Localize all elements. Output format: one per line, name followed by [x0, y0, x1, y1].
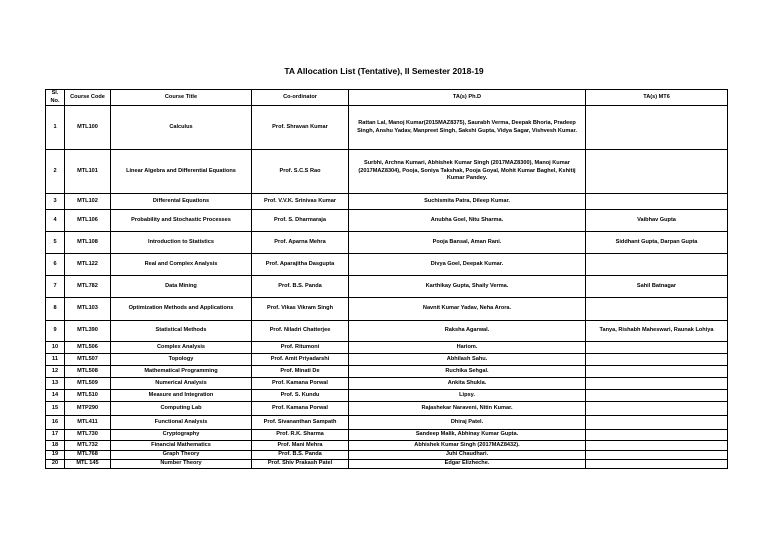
cell-course-code: MTL510 [65, 390, 111, 402]
cell-ta-phd: Rajashekar Naraveni, Nitin Kumar. [349, 402, 586, 416]
cell-sl-no: 9 [46, 321, 65, 342]
table-row [46, 298, 728, 321]
cell-course-code: MTL103 [65, 298, 111, 321]
cell-ta-mt6 [586, 378, 728, 390]
cell-sl-no: 15 [46, 402, 65, 416]
cell-course-title: Mathematical Programming [111, 366, 252, 378]
cell-sl-no: 2 [46, 150, 65, 194]
cell-sl-no: 8 [46, 298, 65, 321]
cell-course-code: MTL730 [65, 430, 111, 441]
table-row [46, 451, 728, 460]
cell-ta-mt6 [586, 194, 728, 210]
cell-coordinator: Prof. Ritumoni [252, 342, 349, 354]
cell-ta-phd: Ruchika Sehgal. [349, 366, 586, 378]
table-row [46, 402, 728, 416]
cell-ta-phd: Juhi Chaudhari. [349, 451, 586, 460]
header-course-title: Course Title [111, 90, 252, 106]
cell-coordinator: Prof. R.K. Sharma [252, 430, 349, 441]
cell-sl-no: 17 [46, 430, 65, 441]
cell-course-title: Linear Algebra and Differential Equations [111, 150, 252, 194]
cell-coordinator: Prof. Aparna Mehra [252, 232, 349, 254]
cell-course-title: Graph Theory [111, 451, 252, 460]
cell-course-title: Cryptography [111, 430, 252, 441]
cell-ta-phd: Hariom. [349, 342, 586, 354]
cell-ta-phd: Sandeep Malik, Abhinay Kumar Gupta. [349, 430, 586, 441]
cell-course-title: Financial Mathematics [111, 441, 252, 451]
cell-coordinator: Prof. V.V.K. Srinivas Kumar [252, 194, 349, 210]
document-title: TA Allocation List (Tentative), II Semester 2018-19 [284, 66, 484, 76]
cell-ta-mt6 [586, 416, 728, 430]
table-row [46, 430, 728, 441]
table-row [46, 342, 728, 354]
cell-ta-phd: Rattan Lal, Manoj Kumar(2015MAZ8375), Saurabh Verma, Deepak Bhoria, Pradeep Singh, Anshu Yadav, Manpreet Singh, Sakshi Gupta, Vidya Sagar, Vishvesh Kumar. [349, 106, 586, 150]
cell-coordinator: Prof. S. Dharmaraja [252, 210, 349, 232]
cell-course-title: Introduction to Statistics [111, 232, 252, 254]
header-sl-no: Sl. No. [46, 90, 65, 106]
cell-course-code: MTL508 [65, 366, 111, 378]
cell-sl-no: 20 [46, 460, 65, 469]
cell-sl-no: 13 [46, 378, 65, 390]
cell-course-title: Calculus [111, 106, 252, 150]
cell-ta-mt6 [586, 298, 728, 321]
cell-ta-mt6 [586, 390, 728, 402]
cell-course-title: Complex Analysis [111, 342, 252, 354]
cell-ta-mt6: Sahil Batnagar [586, 276, 728, 298]
cell-coordinator: Prof. Kamana Porwal [252, 402, 349, 416]
cell-ta-phd: Divya Goel, Deepak Kumar. [349, 254, 586, 276]
cell-ta-mt6: Tanya, Rishabh Maheswari, Raunak Lohiya [586, 321, 728, 342]
table-row [46, 390, 728, 402]
cell-course-code: MTL101 [65, 150, 111, 194]
cell-coordinator: Prof. Minati De [252, 366, 349, 378]
cell-ta-phd: Navnit Kumar Yadav, Neha Arora. [349, 298, 586, 321]
cell-course-title: Probability and Stochastic Processes [111, 210, 252, 232]
cell-course-title: Data Mining [111, 276, 252, 298]
cell-ta-phd: Suchismita Patra, Dileep Kumar. [349, 194, 586, 210]
header-coordinator: Co-ordinator [252, 90, 349, 106]
cell-ta-mt6 [586, 254, 728, 276]
table-row [46, 254, 728, 276]
header-ta-phd: TA(s) Ph.D [349, 90, 586, 106]
table-row [46, 366, 728, 378]
cell-ta-phd: Abhilash Sahu. [349, 354, 586, 366]
cell-sl-no: 14 [46, 390, 65, 402]
table-row [46, 210, 728, 232]
cell-ta-phd: Ankita Shukla. [349, 378, 586, 390]
cell-ta-mt6 [586, 354, 728, 366]
cell-course-code: MTP290 [65, 402, 111, 416]
cell-course-code: MTL 145 [65, 460, 111, 469]
cell-course-title: Measure and Integration [111, 390, 252, 402]
cell-coordinator: Prof. Shravan Kumar [252, 106, 349, 150]
table-row [46, 354, 728, 366]
cell-course-code: MTL509 [65, 378, 111, 390]
cell-ta-mt6: Siddhant Gupta, Darpan Gupta [586, 232, 728, 254]
table-row [46, 460, 728, 469]
cell-ta-mt6 [586, 150, 728, 194]
cell-sl-no: 16 [46, 416, 65, 430]
cell-course-code: MTL411 [65, 416, 111, 430]
cell-course-title: Real and Complex Analysis [111, 254, 252, 276]
cell-sl-no: 5 [46, 232, 65, 254]
cell-coordinator: Prof. B.S. Panda [252, 451, 349, 460]
cell-ta-mt6 [586, 460, 728, 469]
cell-ta-phd: Karthikay Gupta, Shaily Verma. [349, 276, 586, 298]
cell-course-title: Functional Analysis [111, 416, 252, 430]
cell-sl-no: 18 [46, 441, 65, 451]
cell-ta-phd: Dhiraj Patel. [349, 416, 586, 430]
table-row [46, 232, 728, 254]
cell-ta-mt6 [586, 441, 728, 451]
cell-ta-phd: Lipsy. [349, 390, 586, 402]
cell-coordinator: Prof. Aparajitha Dasgupta [252, 254, 349, 276]
cell-sl-no: 19 [46, 451, 65, 460]
cell-coordinator: Prof. Sivananthan Sampath [252, 416, 349, 430]
cell-course-code: MTL390 [65, 321, 111, 342]
cell-course-code: MTL106 [65, 210, 111, 232]
cell-ta-mt6 [586, 366, 728, 378]
table-row [46, 378, 728, 390]
cell-coordinator: Prof. B.S. Panda [252, 276, 349, 298]
cell-sl-no: 12 [46, 366, 65, 378]
cell-course-code: MTL732 [65, 441, 111, 451]
cell-sl-no: 6 [46, 254, 65, 276]
cell-ta-mt6 [586, 430, 728, 441]
cell-coordinator: Prof. Niladri Chatterjee [252, 321, 349, 342]
cell-course-title: Number Theory [111, 460, 252, 469]
cell-course-code: MTL100 [65, 106, 111, 150]
table-row [46, 441, 728, 451]
cell-coordinator: Prof. Vikas Vikram Singh [252, 298, 349, 321]
table-row [46, 321, 728, 342]
cell-course-code: MTL122 [65, 254, 111, 276]
cell-course-code: MTL768 [65, 451, 111, 460]
cell-coordinator: Prof. Kamana Porwal [252, 378, 349, 390]
cell-ta-mt6 [586, 106, 728, 150]
cell-course-title: Differental Equations [111, 194, 252, 210]
cell-ta-phd: Edgar Elizheche. [349, 460, 586, 469]
cell-ta-mt6 [586, 451, 728, 460]
cell-ta-phd: Raksha Agarwal. [349, 321, 586, 342]
cell-sl-no: 7 [46, 276, 65, 298]
table-row [46, 150, 728, 194]
cell-course-code: MTL782 [65, 276, 111, 298]
cell-sl-no: 10 [46, 342, 65, 354]
cell-sl-no: 4 [46, 210, 65, 232]
cell-sl-no: 11 [46, 354, 65, 366]
cell-course-code: MTL506 [65, 342, 111, 354]
cell-ta-phd: Surbhi, Archna Kumari, Abhishek Kumar Singh (2017MAZ8300), Manoj Kumar (2017MAZ8304), Pooja, Soniya Takshak, Pooja Goyal, Mohit Kumar Baghel, Kshitij Kumar Pandey. [349, 150, 586, 194]
cell-coordinator: Prof. Amit Priyadarshi [252, 354, 349, 366]
cell-course-title: Topology [111, 354, 252, 366]
cell-ta-mt6: Vaibhav Gupta [586, 210, 728, 232]
cell-course-code: MTL507 [65, 354, 111, 366]
table-header-row [46, 90, 728, 106]
table-row [46, 416, 728, 430]
table-row [46, 106, 728, 150]
cell-coordinator: Prof. Shiv Prakash Patel [252, 460, 349, 469]
cell-sl-no: 1 [46, 106, 65, 150]
header-ta-mt6: TA(s) MT6 [586, 90, 728, 106]
cell-ta-phd: Anubha Goel, Nitu Sharma. [349, 210, 586, 232]
cell-ta-phd: Abhishek Kumar Singh (2017MAZ8432). [349, 441, 586, 451]
cell-sl-no: 3 [46, 194, 65, 210]
cell-ta-phd: Pooja Bansal, Aman Rani. [349, 232, 586, 254]
header-course-code: Course Code [65, 90, 111, 106]
cell-course-code: MTL108 [65, 232, 111, 254]
cell-ta-mt6 [586, 342, 728, 354]
cell-ta-mt6 [586, 402, 728, 416]
cell-course-title: Computing Lab [111, 402, 252, 416]
table-row [46, 194, 728, 210]
cell-coordinator: Prof. S. Kundu [252, 390, 349, 402]
cell-course-code: MTL102 [65, 194, 111, 210]
cell-course-title: Statistical Methods [111, 321, 252, 342]
cell-coordinator: Prof. Mani Mehra [252, 441, 349, 451]
cell-coordinator: Prof. S.C.S Rao [252, 150, 349, 194]
cell-course-title: Optimization Methods and Applications [111, 298, 252, 321]
cell-course-title: Numerical Analysis [111, 378, 252, 390]
table-row [46, 276, 728, 298]
ta-allocation-table [45, 89, 728, 469]
